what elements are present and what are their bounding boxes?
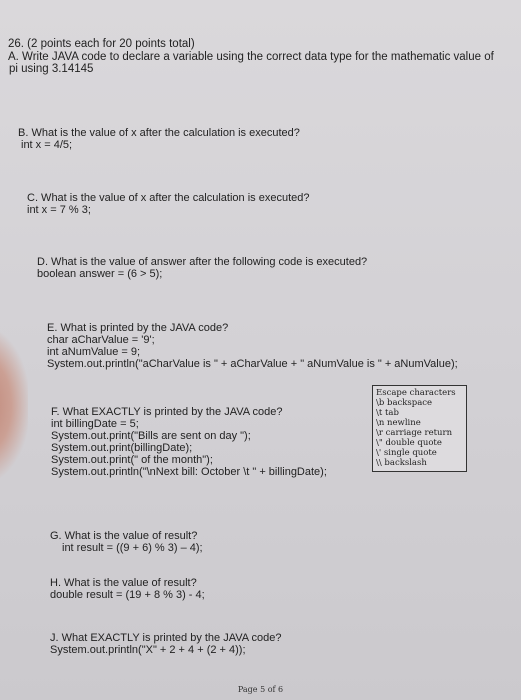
question-f-prompt: F. What EXACTLY is printed by the JAVA code?: [51, 406, 283, 418]
question-h-prompt: H. What is the value of result?: [50, 577, 197, 589]
question-c-prompt: C. What is the value of x after the calculation is executed?: [27, 192, 310, 204]
question-e-code-3: System.out.println("aCharValue is " + aCharValue + " aNumValue is " + aNumValue);: [47, 358, 458, 370]
question-f-code-1: int billingDate = 5;: [51, 418, 139, 430]
escape-row: \n newline: [376, 418, 421, 428]
escape-table-title: Escape characters: [376, 388, 456, 398]
escape-row: \' single quote: [376, 448, 437, 458]
question-j-code-1: System.out.println("X" + 2 + 4 + (2 + 4));: [50, 644, 246, 656]
escape-row: \\ backslash: [376, 458, 427, 468]
escape-characters-table: [372, 385, 467, 472]
header-line-3: pi using 3.14145: [9, 63, 94, 75]
escape-row: \t tab: [376, 408, 399, 418]
question-f-code-3: System.out.print(billingDate);: [51, 442, 193, 454]
question-f: [51, 406, 327, 478]
question-h-code-1: double result = (19 + 8 % 3) - 4;: [50, 589, 205, 601]
header-line-2: A. Write JAVA code to declare a variable using the correct data type for the mathematic value of: [8, 50, 494, 63]
question-b-code-1: int x = 4/5;: [21, 139, 73, 151]
escape-row: \" double quote: [376, 438, 442, 448]
header-line-1: 26. (2 points each for 20 points total): [8, 38, 195, 50]
thumb-shadow: [0, 330, 28, 480]
question-f-code-2: System.out.print("Bills are sent on day ");: [51, 430, 251, 442]
escape-row: \r carriage return: [376, 428, 453, 438]
question-g-code-1: int result = ((9 + 6) % 3) – 4);: [62, 542, 203, 554]
question-c: [27, 192, 309, 216]
question-d: [37, 256, 367, 280]
escape-row: \b backspace: [376, 398, 433, 408]
question-header: [8, 38, 494, 76]
question-f-code-4: System.out.print(" of the month");: [51, 454, 213, 466]
question-j: [50, 632, 282, 656]
question-e-code-1: char aCharValue = '9';: [47, 334, 155, 346]
question-j-prompt: J. What EXACTLY is printed by the JAVA code?: [50, 632, 282, 644]
question-h: [50, 577, 205, 601]
question-d-code-1: boolean answer = (6 > 5);: [37, 268, 163, 280]
question-e-code-2: int aNumValue = 9;: [47, 346, 141, 358]
page-number: Page 5 of 6: [237, 685, 284, 694]
question-b-prompt: B. What is the value of x after the calculation is executed?: [18, 127, 300, 139]
question-g-prompt: G. What is the value of result?: [50, 530, 198, 542]
question-b: [18, 127, 300, 151]
question-e: [47, 322, 458, 370]
question-g: [50, 530, 203, 554]
question-d-prompt: D. What is the value of answer after the following code is executed?: [37, 256, 368, 268]
question-e-prompt: E. What is printed by the JAVA code?: [47, 322, 229, 334]
question-c-code-1: int x = 7 % 3;: [27, 204, 91, 216]
question-f-code-5: System.out.println("\nNext bill: October \t " + billingDate);: [51, 466, 327, 478]
